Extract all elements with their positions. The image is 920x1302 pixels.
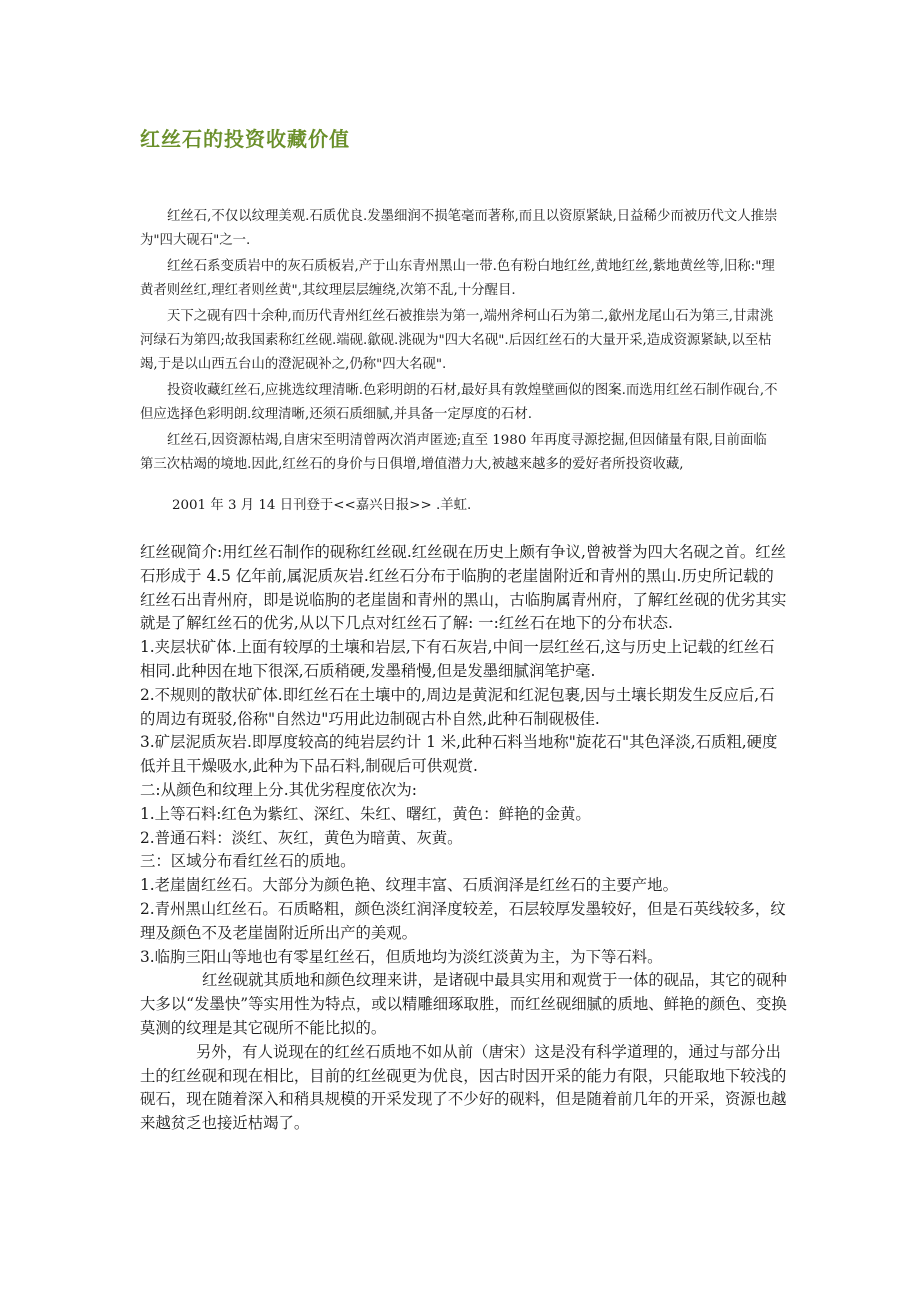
intro-section-heading: 二:从颜色和纹理上分.其优劣程度依次为: [140, 780, 417, 799]
intro-paragraph: 另外，有人说现在的红丝石质地不如从前（唐宋）这是没有科学道理的，通过与部分出土的红丝砚和现在相比，目前的红丝砚更为优良，因古时因开采的能力有限，只能取地下较浅的砚石，现在随着深入和稍具规模的开采发现了不少好的砚料，但是随着前几年的开采，资源也越来越贫乏也接近枯竭了。 [140, 1042, 787, 1133]
article-paragraph: 投资收藏红丝石,应挑选纹理清晰.色彩明朗的石材,最好具有敦煌壁画似的图案.而选用红丝石制作砚台,不但应选择色彩明朗.纹理清晰,还须石质细腻,并具备一定厚度的石材. [140, 383, 778, 422]
intro-paragraph: 红丝砚就其质地和颜色纹理来讲，是诸砚中最具实用和观赏于一体的砚品，其它的砚种大多以“发墨快”等实用性为特点，或以精雕细琢取胜，而红丝砚细腻的质地、鲜艳的颜色、变换莫测的纹理是其它砚所不能比拟的。 [140, 971, 787, 1037]
article-paragraph: 红丝石系变质岩中的灰石质板岩,产于山东青州黑山一带.色有粉白地红丝,黄地红丝,紫地黄丝等,旧称:"理黄者则丝红,理红者则丝黄",其纹理层层缠绕,次第不乱,十分醒目. [140, 259, 775, 298]
intro-list-item: 2.青州黑山红丝石。石质略粗，颜色淡红润泽度较差，石层较厚发墨较好，但是石英线较多，纹理及颜色不及老崖崮附近所出产的美观。 [140, 899, 786, 942]
article-paragraph: 红丝石,不仅以纹理美观.石质优良.发墨细润不损笔毫而著称,而且以资原紧缺,日益稀少而被历代文人推崇为"四大砚石"之一. [140, 209, 778, 248]
intro-list-item: 2.普通石料：淡红、灰红，黄色为暗黄、灰黄。 [140, 828, 463, 847]
intro-list-item: 1.上等石料:红色为紫红、深红、朱红、曙红，黄色：鲜艳的金黄。 [140, 804, 591, 823]
article-paragraph: 天下之砚有四十余种,而历代青州红丝石被推崇为第一,端州斧柯山石为第二,歙州龙尾山石为第三,甘肃洮河绿石为第四;故我国素称红丝砚.端砚.歙砚.洮砚为"四大名砚".后因红丝石的大量开采,造成资源紧缺,以至枯竭,于是以山西五台山的澄泥砚补之,仍称"四大名砚". [140, 309, 774, 372]
intro-paragraph: 红丝砚简介:用红丝石制作的砚称红丝砚.红丝砚在历史上颇有争议,曾被誉为四大名砚之首。红丝石形成于 4.5 亿年前,属泥质灰岩.红丝石分布于临朐的老崖崮附近和青州的黑山.历史所记载的红丝石出青州府，即是说临朐的老崖崮和青州的黑山，古临朐属青州府，了解红丝砚的优劣其实就是了解红丝石的优劣,从以下几点对红丝石了解: 一:红丝石在地下的分布状态. [140, 543, 787, 633]
intro-list-item: 2.不规则的散状矿体.即红丝石在土壤中的,周边是黄泥和红泥包裹,因与土壤长期发生反应后,石的周边有斑驳,俗称"自然边"巧用此边制砚古朴自然,此种石制砚极佳. [140, 685, 775, 728]
inkstone-intro [140, 541, 788, 1136]
intro-list-item: 3.矿层泥质灰岩.即厚度较高的纯岩层约计 1 米,此种石料当地称"旋花石"其色泽淡,石质粗,硬度低并且干燥吸水,此种为下品石料,制砚后可供观赏. [140, 733, 778, 776]
intro-section-heading: 三：区域分布看红丝石的质地。 [140, 852, 356, 871]
intro-list-item: 1.夹层状矿体.上面有较厚的土壤和岩层,下有石灰岩,中间一层红丝石,这与历史上记载的红丝石相同.此种因在地下很深,石质稍硬,发墨稍慢,但是发墨细腻润笔护毫. [140, 638, 775, 680]
page-title: 红丝石的投资收藏价值 [140, 127, 350, 151]
article-paragraph: 红丝石,因资源枯竭,自唐宋至明清曾两次消声匿迹;直至 1980 年再度寻源挖掘,但因储量有限,目前面临第三次枯竭的境地.因此,红丝石的身价与日俱增,增值潜力大,被越来越多的爱好者所投资收藏, [140, 433, 767, 472]
intro-list-item: 3.临朐三阳山等地也有零星红丝石，但质地均为淡红淡黄为主，为下等石料。 [140, 947, 663, 966]
article-body [140, 205, 780, 479]
intro-list-item: 1.老崖崮红丝石。大部分为颜色艳、纹理丰富、石质润泽是红丝石的主要产地。 [140, 876, 678, 895]
article-byline: 2001 年 3 月 14 日刊登于<<嘉兴日报>> .羊虹. [172, 498, 472, 513]
